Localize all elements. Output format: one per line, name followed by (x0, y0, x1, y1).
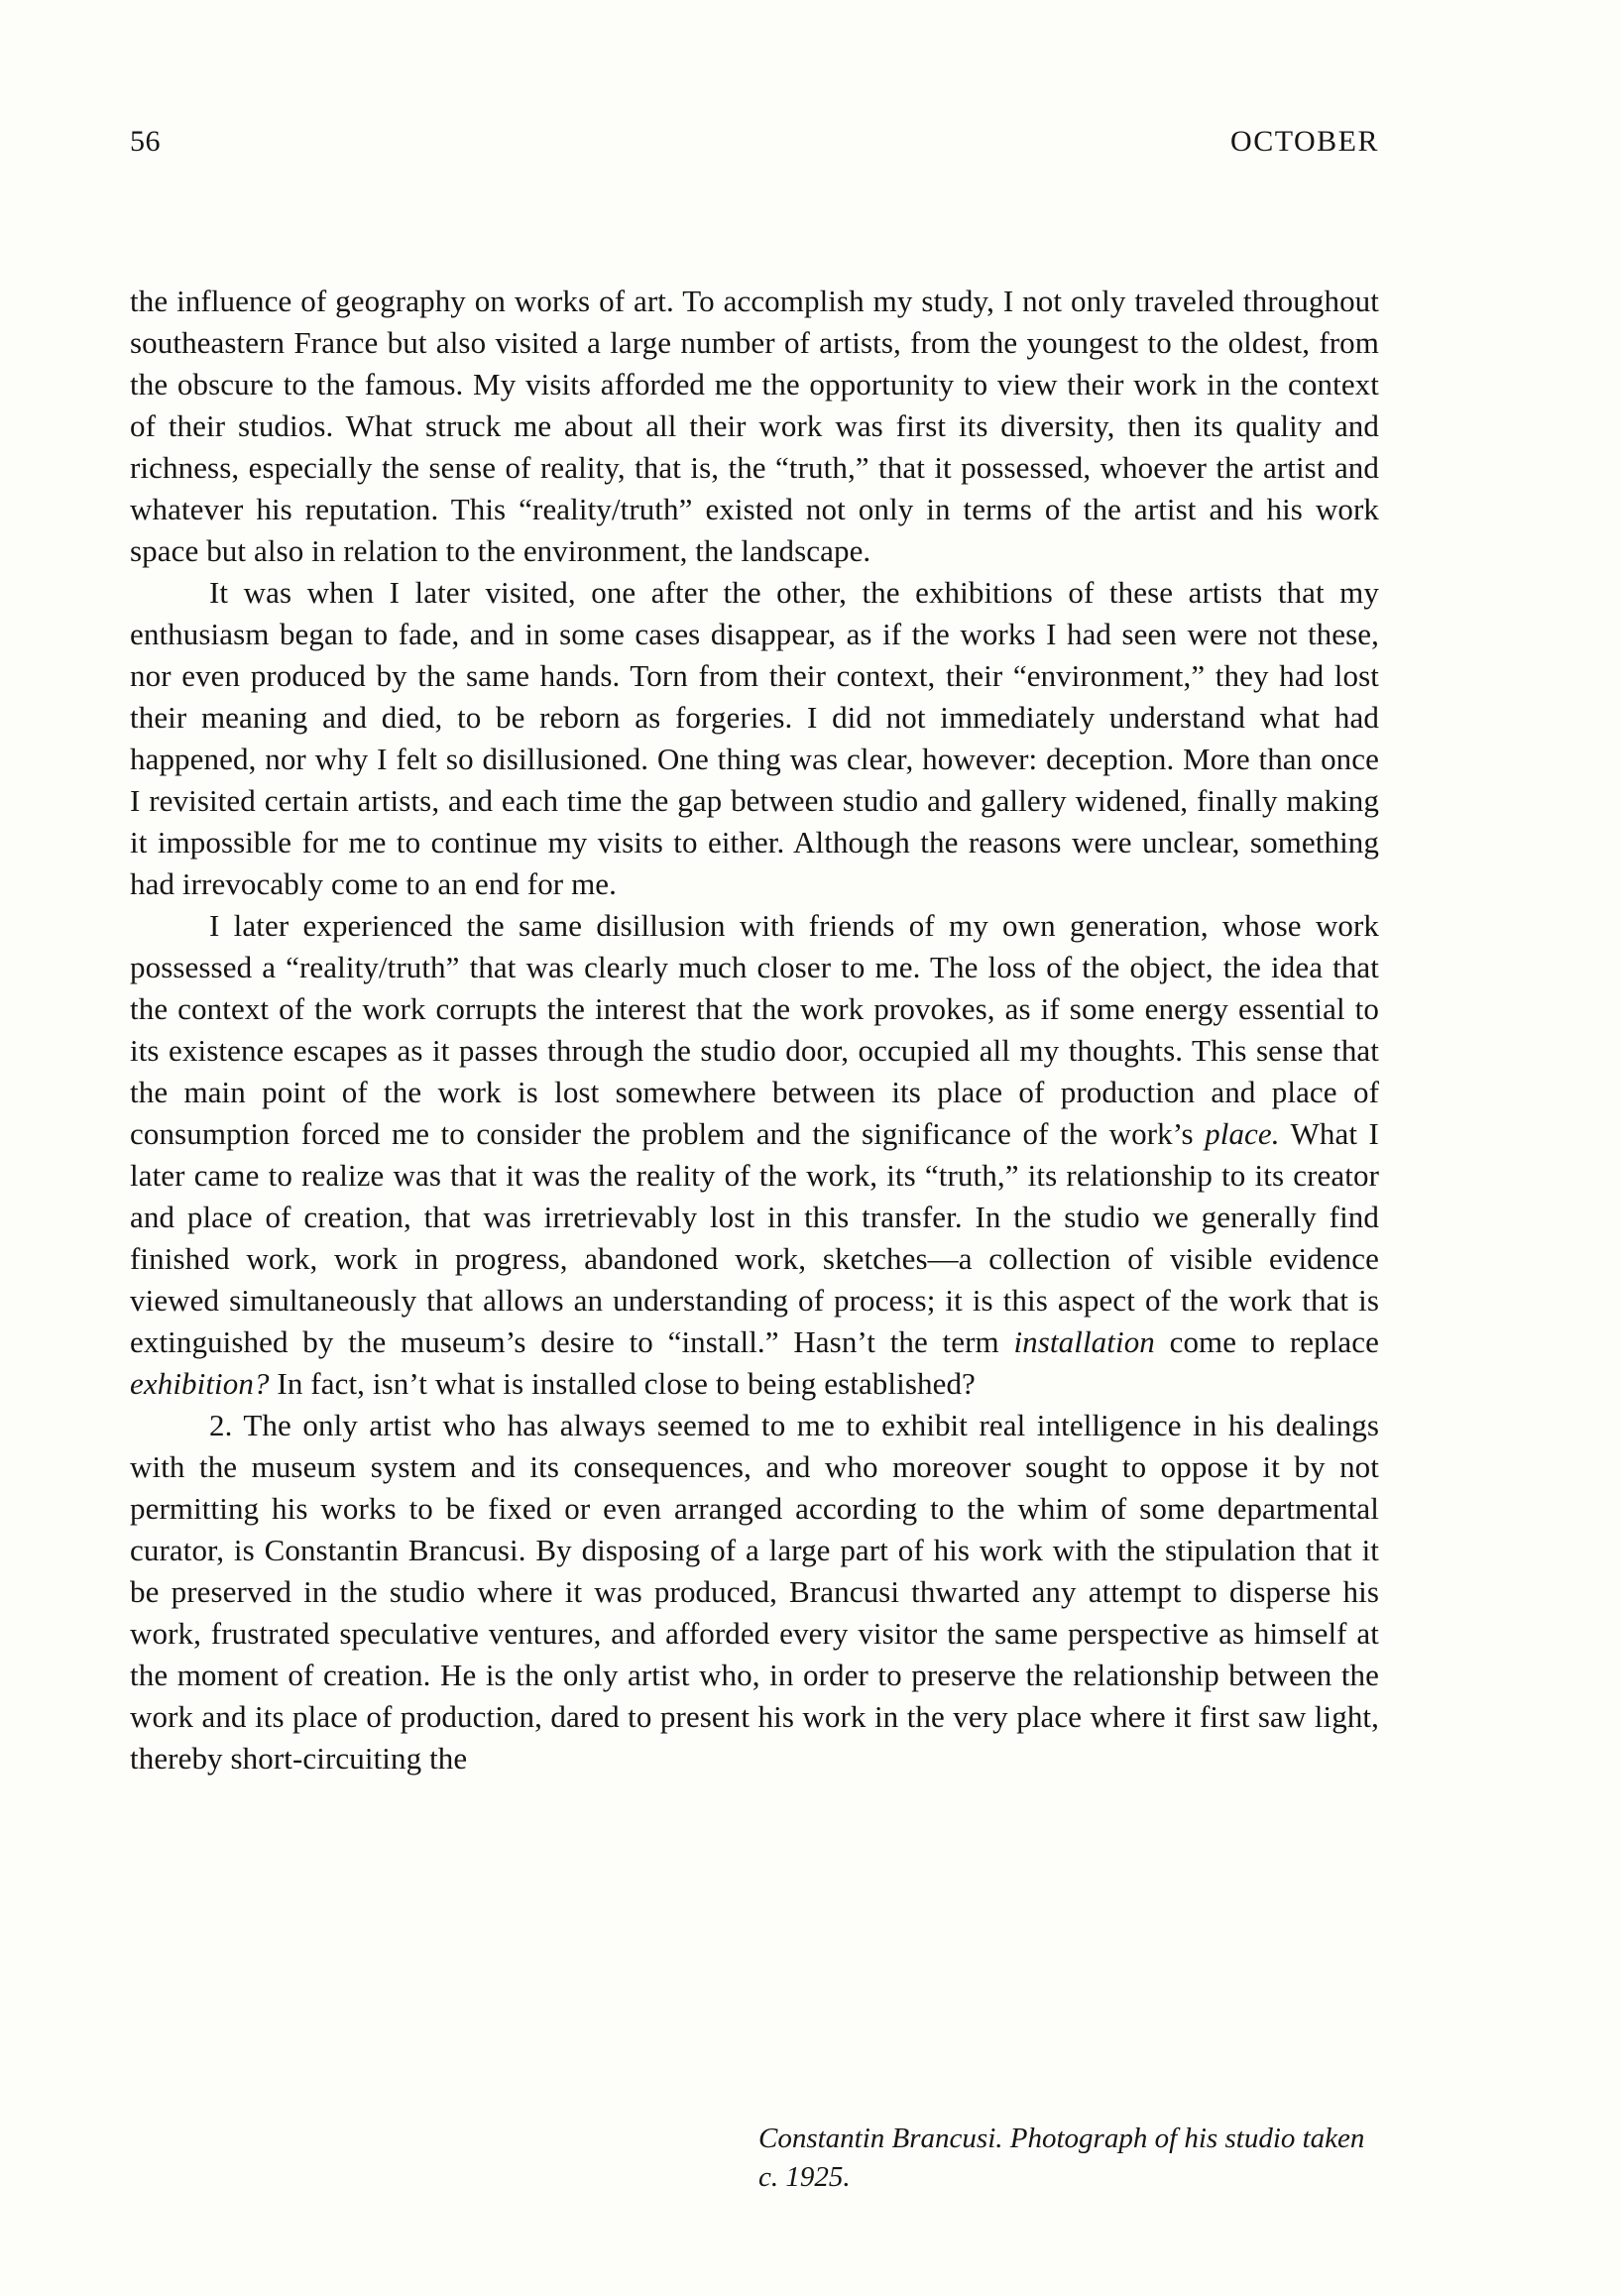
caption-line: Constantin Brancusi. Photograph of his studio taken (758, 2123, 1365, 2154)
paragraph (130, 1405, 1379, 1779)
paragraph (130, 572, 1379, 905)
text-run: What I later came to realize was that it was the reality of the work, its “truth,” its relationship to its creator and place of creation, that was irretrievably lost in this transfer. In the studio we generally find finished work, work in progress, abandoned work, sketches—a collection of visible evidence viewed simultaneously that allows an understanding of process; it is this aspect of the work that is extinguished by the museum’s desire to “install.” Hasn’t the term (130, 1116, 1379, 1359)
journal-title: OCTOBER (1230, 125, 1379, 158)
text-run: 2. The only artist who has always seemed to me to exhibit real intelligence in his dealings with the museum system and its consequences, and who moreover sought to oppose it by not permitting his works to be fixed or even arranged according to the whim of some departmental curator, is Constantin Brancusi. By disposing of a large part of his work with the stipulation that it be preserved in the studio where it was produced, Brancusi thwarted any attempt to disperse his work, frustrated speculative ventures, and afforded every visitor the same perspective as himself at the moment of creation. He is the only artist who, in order to preserve the relationship between the work and its place of production, dared to present his work in the very place where it first saw light, thereby short-circuiting the (130, 1408, 1379, 1776)
text-run: It was when I later visited, one after the other, the exhibitions of these artists that my enthusiasm began to fade, and in some cases disappear, as if the works I had seen were not these, nor even produced by the same hands. Torn from their context, their “environment,” they had lost their meaning and died, to be reborn as forgeries. I did not immediately understand what had happened, nor why I felt so disillusioned. One thing was clear, however: deception. More than once I revisited certain artists, and each time the gap between studio and gallery widened, finally making it impossible for me to continue my visits to either. Although the reasons were unclear, something had irrevocably come to an end for me. (130, 575, 1379, 901)
text-run: In fact, isn’t what is installed close to being established? (269, 1366, 976, 1401)
italic-text-run: exhibition? (130, 1366, 270, 1401)
italic-text-run: place. (1205, 1116, 1280, 1151)
text-run: the influence of geography on works of art. To accomplish my study, I not only traveled throughout southeastern France but also visited a large number of artists, from the youngest to the oldest, from the obscure to the famous. My visits afforded me the opportunity to view their work in the context of their studios. What struck me about all their work was first its diversity, then its quality and richness, especially the sense of reality, that is, the “truth,” that it possessed, whoever the artist and whatever his reputation. This “reality/truth” existed not only in terms of the artist and his work space but also in relation to the environment, the landscape. (130, 284, 1379, 568)
italic-text-run: installation (1013, 1324, 1155, 1359)
text-run: I later experienced the same disillusion with friends of my own generation, whose work possessed a “reality/truth” that was clearly much closer to me. The loss of the object, the idea that the context of the work corrupts the interest that the work provokes, as if some energy essential to its existence escapes as it passes through the studio door, occupied all my thoughts. This sense that the main point of the work is lost somewhere between its place of production and place of consumption forced me to consider the problem and the significance of the work’s (130, 908, 1379, 1151)
body-text (130, 281, 1379, 1779)
page-number: 56 (130, 125, 161, 158)
paragraph (130, 905, 1379, 1405)
caption-line: c. 1925. (758, 2161, 851, 2193)
running-header (130, 125, 1379, 159)
figure-caption (758, 2120, 1542, 2197)
paragraph (130, 281, 1379, 572)
text-run: come to replace (1154, 1324, 1379, 1359)
